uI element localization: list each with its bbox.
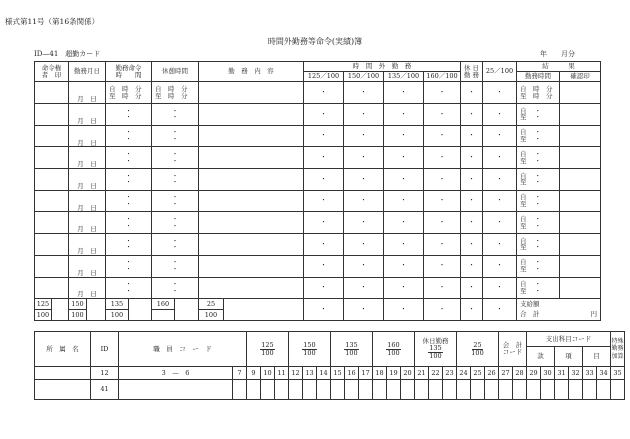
- order-time-cell[interactable]: ・ ・: [106, 234, 152, 256]
- code-digit-label: 7: [233, 367, 247, 380]
- expense-code-header: 支出科目コード 款 項 目: [527, 332, 611, 367]
- header-rate-25: 25／100: [483, 62, 517, 82]
- code-digit-label: 33: [583, 367, 597, 380]
- duty-cell[interactable]: [199, 104, 304, 126]
- total-table: [34, 298, 601, 321]
- confirm-seal-cell[interactable]: [560, 255, 601, 277]
- code-digit-input[interactable]: [317, 380, 331, 400]
- ot125-cell[interactable]: ・: [304, 82, 344, 104]
- pay-label: 支給額: [517, 299, 601, 310]
- break-time-cell[interactable]: ・ ・: [152, 212, 199, 234]
- month-day-cell[interactable]: 月 日: [69, 212, 106, 234]
- seal-cell[interactable]: [35, 234, 69, 256]
- header-overtime: 時 間 外 勤 務: [304, 62, 461, 72]
- sum-cell[interactable]: 合 計 円: [517, 310, 601, 321]
- holiday-cell[interactable]: ・: [461, 255, 483, 277]
- confirm-seal-cell[interactable]: [560, 169, 601, 191]
- code-digit-input[interactable]: [485, 380, 499, 400]
- code-135-header: 135 100: [331, 332, 373, 367]
- code-125-header: 125 100: [247, 332, 289, 367]
- code-digit-label: 14: [317, 367, 331, 380]
- table-row: [35, 125, 601, 147]
- record-table: [34, 61, 601, 104]
- ot160-cell[interactable]: ・: [424, 169, 461, 191]
- total-125-input[interactable]: [52, 299, 69, 321]
- break-time-cell[interactable]: ・ ・: [152, 255, 199, 277]
- id-input: 41: [91, 380, 119, 400]
- ot160-cell[interactable]: ・: [424, 190, 461, 212]
- code-150-header: 150 100: [289, 332, 331, 367]
- ot135-cell[interactable]: ・: [384, 277, 424, 299]
- order-time-cell[interactable]: ・ ・: [106, 169, 152, 191]
- code-digit-label: 29: [527, 367, 541, 380]
- ot125-cell[interactable]: ・: [304, 169, 344, 191]
- holiday-cell[interactable]: ・: [461, 125, 483, 147]
- ot160-cell[interactable]: ・: [424, 277, 461, 299]
- ot150-cell[interactable]: ・: [344, 277, 384, 299]
- code-digit-label: 21: [415, 367, 429, 380]
- ot150-cell[interactable]: ・: [344, 125, 384, 147]
- ot135-cell[interactable]: ・: [384, 147, 424, 169]
- ot150-cell[interactable]: ・: [344, 104, 384, 126]
- code-digit-label: 23: [443, 367, 457, 380]
- ot125-cell[interactable]: ・: [304, 277, 344, 299]
- ot135-cell[interactable]: ・: [384, 82, 424, 104]
- holiday-cell[interactable]: ・: [461, 190, 483, 212]
- rate25-cell[interactable]: ・: [483, 82, 517, 104]
- order-time-cell[interactable]: ・ ・: [106, 125, 152, 147]
- total-ot125[interactable]: ・: [304, 299, 344, 321]
- form-number: 様式第11号（第16条関係）: [5, 17, 100, 26]
- code-digit-label: 20: [401, 367, 415, 380]
- holiday-cell[interactable]: ・: [461, 234, 483, 256]
- code-digit-input[interactable]: [499, 380, 513, 400]
- code-digit-label: 30: [541, 367, 555, 380]
- code-digit-input[interactable]: [387, 380, 401, 400]
- ot150-cell[interactable]: ・: [344, 169, 384, 191]
- table-row: [35, 255, 601, 277]
- header-rate-150: 150／100: [344, 72, 384, 82]
- header-rate-160: 160／100: [424, 72, 461, 82]
- total-ot150[interactable]: ・: [344, 299, 384, 321]
- code-digit-label: 24: [457, 367, 471, 380]
- code-digit-input[interactable]: [345, 380, 359, 400]
- seal-cell[interactable]: [35, 212, 69, 234]
- result-time-cell[interactable]: 自 ・ 至 ・: [517, 169, 560, 191]
- total-150-num: 150: [69, 299, 87, 310]
- year-month-label: 年 月分: [540, 50, 575, 58]
- code-number-row: [35, 367, 625, 380]
- ot135-cell[interactable]: ・: [384, 234, 424, 256]
- duty-cell[interactable]: [199, 212, 304, 234]
- ot125-cell[interactable]: ・: [304, 255, 344, 277]
- total-160-num: 160: [152, 299, 175, 310]
- code-digit-label: 25: [471, 367, 485, 380]
- code-digit-input[interactable]: [597, 380, 611, 400]
- table-row: [35, 212, 601, 234]
- ot160-cell[interactable]: ・: [424, 255, 461, 277]
- order-time-cell[interactable]: ・ ・: [106, 255, 152, 277]
- total-160-den: [152, 310, 175, 321]
- code-digit-input[interactable]: [429, 380, 443, 400]
- order-time-cell[interactable]: ・ ・: [106, 147, 152, 169]
- table-row: [35, 104, 601, 126]
- header-duty: 勤 務 内 容: [199, 62, 304, 82]
- code-digit-label: 32: [569, 367, 583, 380]
- header-result: 結 果: [517, 62, 601, 72]
- confirm-seal-cell[interactable]: [560, 104, 601, 126]
- result-time-cell[interactable]: 自 ・ 至 ・: [517, 212, 560, 234]
- code-digit-input[interactable]: [233, 380, 247, 400]
- holiday-cell[interactable]: ・: [461, 277, 483, 299]
- ot135-cell[interactable]: ・: [384, 125, 424, 147]
- code-digit-label: 31: [555, 367, 569, 380]
- duty-cell[interactable]: [199, 82, 304, 104]
- total-ot135[interactable]: ・: [384, 299, 424, 321]
- month-day-cell[interactable]: 月 日: [69, 169, 106, 191]
- total-125-den: 100: [35, 310, 52, 321]
- seal-cell[interactable]: [35, 125, 69, 147]
- total-150-den: 100: [69, 310, 87, 321]
- code-holiday-header: 休日勤務 135 100: [415, 332, 457, 367]
- ot135-cell[interactable]: ・: [384, 190, 424, 212]
- ot135-cell[interactable]: ・: [384, 255, 424, 277]
- staff-code-input[interactable]: [119, 380, 233, 400]
- header-result-time: 勤務時間: [517, 72, 560, 82]
- code-digit-input[interactable]: [373, 380, 387, 400]
- total-ot160[interactable]: ・: [424, 299, 461, 321]
- confirm-seal-cell[interactable]: [560, 277, 601, 299]
- form-title: 時間外勤務等命令(実績)簿: [267, 37, 363, 46]
- result-time-cell[interactable]: 自 時 分 至 時 分: [517, 82, 560, 104]
- order-time-cell[interactable]: ・ ・: [106, 277, 152, 299]
- code-digit-label: 17: [359, 367, 373, 380]
- code-digit-input[interactable]: [359, 380, 373, 400]
- kou-header: 項: [555, 347, 583, 366]
- code-digit-input[interactable]: [611, 380, 625, 400]
- confirm-seal-cell[interactable]: [560, 234, 601, 256]
- ot150-cell[interactable]: ・: [344, 147, 384, 169]
- confirm-seal-cell[interactable]: [560, 147, 601, 169]
- rate25-cell[interactable]: ・: [483, 125, 517, 147]
- code-input-row: [35, 380, 625, 400]
- ot135-cell[interactable]: ・: [384, 104, 424, 126]
- ot125-cell[interactable]: ・: [304, 190, 344, 212]
- code-25-header: 25 100: [457, 332, 499, 367]
- code-digit-label: 15: [331, 367, 345, 380]
- dept-num-cell: [35, 367, 91, 380]
- code-digit-input[interactable]: [541, 380, 555, 400]
- code-digit-input[interactable]: [331, 380, 345, 400]
- ot150-cell[interactable]: ・: [344, 190, 384, 212]
- seal-cell[interactable]: [35, 147, 69, 169]
- total-holiday[interactable]: ・: [461, 299, 483, 321]
- result-time-cell[interactable]: 自 ・ 至 ・: [517, 104, 560, 126]
- header-rate-135: 135／100: [384, 72, 424, 82]
- confirm-seal-cell[interactable]: [560, 82, 601, 104]
- code-digit-label: 22: [429, 367, 443, 380]
- ot125-cell[interactable]: ・: [304, 212, 344, 234]
- moku-header: 目: [593, 352, 600, 360]
- holiday-cell[interactable]: ・: [461, 169, 483, 191]
- holiday-cell[interactable]: ・: [461, 212, 483, 234]
- month-day-cell[interactable]: 月 日: [69, 104, 106, 126]
- seal-cell[interactable]: [35, 277, 69, 299]
- code-digit-label: 35: [611, 367, 625, 380]
- range-num-cell: 3 — 6: [119, 367, 233, 380]
- table-row: [35, 147, 601, 169]
- rate25-cell[interactable]: ・: [483, 277, 517, 299]
- code-digit-label: 12: [289, 367, 303, 380]
- code-digit-label: 13: [303, 367, 317, 380]
- holiday-cell[interactable]: ・: [461, 147, 483, 169]
- code-table: [34, 331, 625, 400]
- header-rate-125: 125／100: [304, 72, 344, 82]
- holiday-cell[interactable]: ・: [461, 104, 483, 126]
- ot125-cell[interactable]: ・: [304, 234, 344, 256]
- ot125-cell[interactable]: ・: [304, 104, 344, 126]
- table-row: [35, 169, 601, 191]
- confirm-seal-cell[interactable]: [560, 212, 601, 234]
- result-time-cell[interactable]: 自 ・ 至 ・: [517, 277, 560, 299]
- month-day-cell[interactable]: 月 日: [69, 255, 106, 277]
- ot150-cell[interactable]: ・: [344, 255, 384, 277]
- ot150-cell[interactable]: ・: [344, 82, 384, 104]
- id-label: ID—41 超勤カード: [34, 50, 101, 58]
- order-time-cell[interactable]: ・ ・: [106, 212, 152, 234]
- ot160-cell[interactable]: ・: [424, 212, 461, 234]
- header-confirm-seal: 確認印: [560, 72, 601, 82]
- header-break-time: 休憩時間: [152, 62, 199, 82]
- code-digit-label: 11: [275, 367, 289, 380]
- ot135-cell[interactable]: ・: [384, 169, 424, 191]
- total-125-num: 125: [35, 299, 52, 310]
- header-order-seal: 命令権 者 印: [35, 62, 69, 82]
- code-digit-label: 27: [499, 367, 513, 380]
- order-time-cell[interactable]: 自 時 分 至 時 分: [106, 82, 152, 104]
- break-time-cell[interactable]: ・ ・: [152, 147, 199, 169]
- code-digit-label: 10: [261, 367, 275, 380]
- table-row: [35, 234, 601, 256]
- ot160-cell[interactable]: ・: [424, 104, 461, 126]
- confirm-seal-cell[interactable]: [560, 125, 601, 147]
- code-digit-input[interactable]: [247, 380, 261, 400]
- ot160-cell[interactable]: ・: [424, 147, 461, 169]
- total-code-header: 会 計 コード: [499, 332, 527, 367]
- result-time-cell[interactable]: 自 ・ 至 ・: [517, 147, 560, 169]
- ot150-cell[interactable]: ・: [344, 212, 384, 234]
- break-time-cell[interactable]: 自 時 分 至 時 分: [152, 82, 199, 104]
- staff-code-header: 職 員 コ ー ド: [119, 332, 247, 367]
- month-day-cell[interactable]: 月 日: [69, 125, 106, 147]
- rate25-cell[interactable]: ・: [483, 212, 517, 234]
- code-digit-label: 18: [373, 367, 387, 380]
- code-digit-input[interactable]: [401, 380, 415, 400]
- table-row: [35, 190, 601, 212]
- header-holiday: 休 日 勤 務: [461, 62, 483, 82]
- ot125-cell[interactable]: ・: [304, 147, 344, 169]
- total-25-den: 100: [199, 310, 224, 321]
- kan-header: 款: [527, 347, 555, 366]
- holiday-cell[interactable]: ・: [461, 82, 483, 104]
- order-time-cell[interactable]: ・ ・: [106, 104, 152, 126]
- ot135-cell[interactable]: ・: [384, 212, 424, 234]
- record-rows: [34, 103, 601, 299]
- duty-cell[interactable]: [199, 125, 304, 147]
- result-time-cell[interactable]: 自 ・ 至 ・: [517, 255, 560, 277]
- dept-input[interactable]: [35, 380, 91, 400]
- id-header: ID: [91, 332, 119, 367]
- seal-cell[interactable]: [35, 255, 69, 277]
- code-digit-label: 34: [597, 367, 611, 380]
- order-time-cell[interactable]: ・ ・: [106, 190, 152, 212]
- rate25-cell[interactable]: ・: [483, 234, 517, 256]
- dept-header: 所 属 名: [35, 332, 91, 367]
- code-digit-input[interactable]: [275, 380, 289, 400]
- total-135-input[interactable]: [129, 299, 152, 321]
- rate25-cell[interactable]: ・: [483, 255, 517, 277]
- rate25-cell[interactable]: ・: [483, 104, 517, 126]
- code-digit-input[interactable]: [443, 380, 457, 400]
- code-digit-input[interactable]: [527, 380, 541, 400]
- seal-cell[interactable]: [35, 104, 69, 126]
- ot125-cell[interactable]: ・: [304, 125, 344, 147]
- duty-cell[interactable]: [199, 147, 304, 169]
- month-day-cell[interactable]: 月 日: [69, 277, 106, 299]
- total-160-input[interactable]: [175, 299, 199, 321]
- code-digit-input[interactable]: [261, 380, 275, 400]
- seal-cell[interactable]: [35, 190, 69, 212]
- code-digit-input[interactable]: [513, 380, 527, 400]
- ot160-cell[interactable]: ・: [424, 82, 461, 104]
- confirm-seal-cell[interactable]: [560, 190, 601, 212]
- total-rate25[interactable]: ・: [483, 299, 517, 321]
- code-digit-label: 19: [387, 367, 401, 380]
- rate25-cell[interactable]: ・: [483, 147, 517, 169]
- code-digit-input[interactable]: [471, 380, 485, 400]
- ot160-cell[interactable]: ・: [424, 234, 461, 256]
- break-time-cell[interactable]: ・ ・: [152, 104, 199, 126]
- month-day-cell[interactable]: 月 日: [69, 82, 106, 104]
- table-row: [35, 82, 601, 104]
- header-order-time: 勤務命令 時 間: [106, 62, 152, 82]
- break-time-cell[interactable]: ・ ・: [152, 277, 199, 299]
- duty-cell[interactable]: [199, 234, 304, 256]
- month-day-cell[interactable]: 月 日: [69, 147, 106, 169]
- total-150-input[interactable]: [87, 299, 106, 321]
- result-time-cell[interactable]: 自 ・ 至 ・: [517, 234, 560, 256]
- special-header: 特殊 勤務 加算: [611, 332, 625, 367]
- seal-cell[interactable]: [35, 169, 69, 191]
- duty-cell[interactable]: [199, 255, 304, 277]
- total-25-num: 25: [199, 299, 224, 310]
- month-day-cell[interactable]: 月 日: [69, 190, 106, 212]
- duty-cell[interactable]: [199, 277, 304, 299]
- total-135-den: 100: [106, 310, 129, 321]
- result-time-cell[interactable]: 自 ・ 至 ・: [517, 190, 560, 212]
- break-time-cell[interactable]: ・ ・: [152, 190, 199, 212]
- code-160-header: 160 100: [373, 332, 415, 367]
- header-date: 勤務月日: [69, 62, 106, 82]
- rate25-cell[interactable]: ・: [483, 169, 517, 191]
- table-row: [35, 277, 601, 299]
- code-digit-input[interactable]: [415, 380, 429, 400]
- total-135-num: 135: [106, 299, 129, 310]
- break-time-cell[interactable]: ・ ・: [152, 125, 199, 147]
- total-25-input[interactable]: [224, 299, 304, 321]
- code-digit-input[interactable]: [569, 380, 583, 400]
- rate25-cell[interactable]: ・: [483, 190, 517, 212]
- id-num-cell: 12: [91, 367, 119, 380]
- code-digit-input[interactable]: [303, 380, 317, 400]
- duty-cell[interactable]: [199, 190, 304, 212]
- code-digit-input[interactable]: [555, 380, 569, 400]
- code-digit-label: 28: [513, 367, 527, 380]
- result-time-cell[interactable]: 自 ・ 至 ・: [517, 125, 560, 147]
- month-day-cell[interactable]: 月 日: [69, 234, 106, 256]
- code-digit-input[interactable]: [289, 380, 303, 400]
- code-digit-input[interactable]: [583, 380, 597, 400]
- code-digit-input[interactable]: [457, 380, 471, 400]
- code-digit-label: 9: [247, 367, 261, 380]
- duty-cell[interactable]: [199, 169, 304, 191]
- break-time-cell[interactable]: ・ ・: [152, 234, 199, 256]
- code-digit-label: 26: [485, 367, 499, 380]
- break-time-cell[interactable]: ・ ・: [152, 169, 199, 191]
- code-digit-label: 16: [345, 367, 359, 380]
- ot150-cell[interactable]: ・: [344, 234, 384, 256]
- seal-cell[interactable]: [35, 82, 69, 104]
- ot160-cell[interactable]: ・: [424, 125, 461, 147]
